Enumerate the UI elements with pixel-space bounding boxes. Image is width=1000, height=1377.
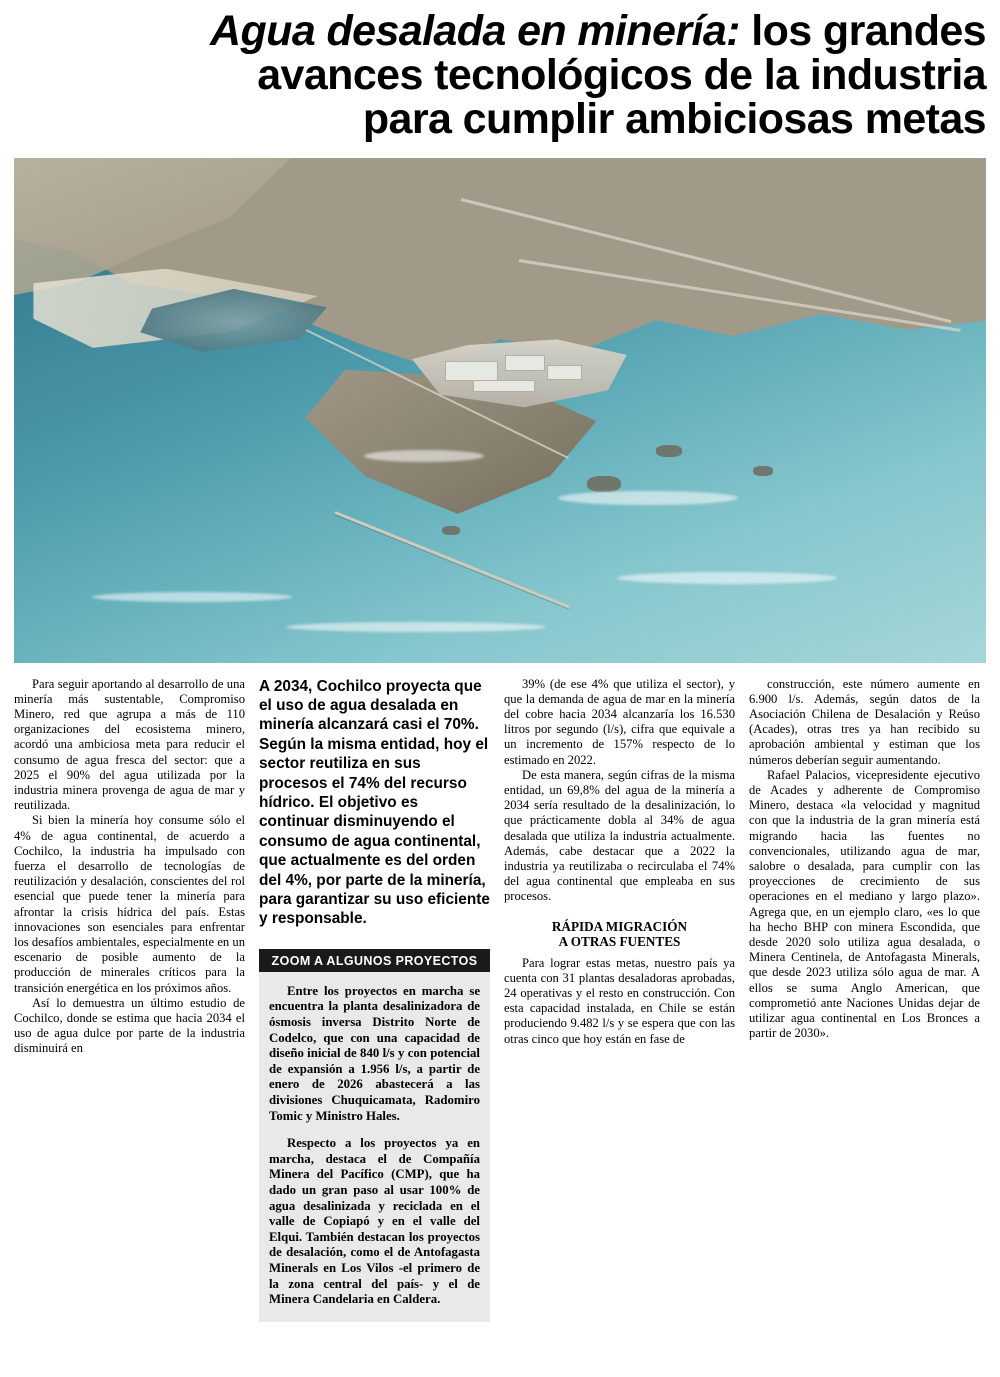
- paragraph: Respecto a los proyectos ya en marcha, destaca el de Compañía Minera del Pacífico (CMP), que ha dado un gran paso al usar 100% de agua desalinizada y reciclada en el valle de Copiapó y en el valle del Elqui. También destacan los proyectos de desalación, como el de Antofagasta Minerals en Los Vilos -el primero de la zona central del país- y el de Minera Candelaria en Caldera.: [269, 1136, 480, 1307]
- photo-illustration: [14, 158, 986, 663]
- paragraph: construcción, este número aumente en 6.900 l/s. Además, según datos de la Asociación Chilena de Desalación y Reúso (Acades), otras tres ya han recibido su aprobación ambiental y estiman que los números deberían seguir aumentando.: [749, 676, 980, 767]
- section-subhead: [504, 919, 735, 950]
- surf-2: [558, 491, 738, 505]
- lead-paragraph: A 2034, Cochilco proyecta que el uso de agua desalada en minería alcanzará casi el 70%. Según la misma entidad, hoy el sector reutiliza en sus procesos el 74% del recurso hídrico. El objetivo es continuar disminuyendo el consumo de agua continental, que actualmente es del orden del 4%, por parte de la minería, para garantizar su uso eficiente y responsable.: [259, 677, 490, 928]
- surf-3: [92, 592, 292, 602]
- paragraph: Rafael Palacios, vicepresidente ejecutivo de Acades y adherente de Compromiso Minero, destaca «la velocidad y magnitud con que la industria de la gran minería está migrando hacia las fuentes no convencionales, utilizando agua de mar, salobre o desalada, para cumplir con las proyecciones de crecimiento de sus operaciones en el mediano y largo plazo». Agrega que, en un ejemplo claro, «es lo que ha hecho BHP con minera Escondida, que desde 2020 solo utiliza agua desalada, o Minera Centinela, de Antofagasta Minerals, que desde 2023 utiliza sólo agua de mar. A ellos se suma Anglo American, que comprometió ante Naciones Unidas dejar de utilizar agua continental en Los Bronces a partir de 2030».: [749, 767, 980, 1041]
- paragraph: De esta manera, según cifras de la misma entidad, un 69,8% del agua de la minería a 2034 sería resultado de la desalinización, lo que prácticamente dobla al 34% de agua desalada que utiliza la industria actualmente. Además, cabe destacar que a 2022 la industria ya reutilizaba o recirculaba el 74% del agua continental que empleaba en sus procesos.: [504, 767, 735, 904]
- paragraph: 39% (de ese 4% que utiliza el sector), y que la demanda de agua de mar en la minería del cobre hacia 2034 alcanzaría los 16.530 litros por segundo (l/s), cifra que equivale a un incremento de 157% respecto de lo estimado en 2022.: [504, 676, 735, 767]
- rock-3: [753, 466, 773, 476]
- column-4: [749, 677, 980, 1322]
- paragraph: Para seguir aportando al desarrollo de una minería más sustentable, Compromiso Minero, red que agrupa a más de 110 organizaciones del ecosistema minero, acordó una ambiciosa meta para reducir el consumo de agua fresca del sector: que a 2025 el 90% del agua utilizada por la industria minera provenga de agua de mar y reutilizada.: [14, 676, 245, 813]
- headline-emphasis: Agua desalada en minería:: [210, 7, 740, 55]
- article-photo: [14, 158, 986, 663]
- column-3: [504, 677, 735, 1322]
- rock-1: [587, 476, 621, 492]
- article-columns: [14, 677, 986, 1322]
- paragraph: Entre los proyectos en marcha se encuentra la planta desalinizadora de ósmosis inversa Distrito Norte de Codelco, que con una capacidad de diseño inicial de 840 l/s y con potencial de expansión a 1.956 l/s, a partir de enero de 2026 abastecerá a las divisiones Chuquicamata, Radomiro Tomic y Ministro Hales.: [269, 983, 480, 1123]
- subhead-line-2: A OTRAS FUENTES: [558, 934, 681, 950]
- surf-5: [617, 572, 837, 584]
- zoom-section-header: ZOOM A ALGUNOS PROYECTOS: [259, 949, 490, 972]
- column-2: [259, 677, 490, 1322]
- rock-4: [442, 526, 460, 535]
- paragraph: Si bien la minería hoy consume sólo el 4% de agua continental, de acuerdo a Cochilco, la industria ha impulsado con fuerza el desarrollo de tecnologías de reutilización y desalación, conscientes del rol esencial que puede tener la minería para afrontar la crisis hídrica del país. Estas innovaciones son esenciales para enfrentar los desafíos ambientales, especialmente en un escenario de posible aumento de la producción de minerales críticos para la transición energética en los próximos años.: [14, 813, 245, 995]
- zoom-section-body: [259, 972, 490, 1322]
- headline-line-2: avances tecnológicos de la industria: [257, 50, 986, 99]
- rock-2: [656, 445, 682, 457]
- column-1: [14, 677, 245, 1322]
- subhead-line-1: RÁPIDA MIGRACIÓN: [551, 918, 688, 934]
- paragraph: Para lograr estas metas, nuestro país ya cuenta con 31 plantas desaladoras aprobadas, 24 operativas y el resto en construcción. Con esta capacidad instalada, en Chile se están produciendo 9.482 l/s y se espera que con las otras cinco que hoy están en fase de: [504, 955, 735, 1046]
- paragraph: Así lo demuestra un último estudio de Cochilco, donde se estima que hacia 2034 el uso de agua dulce por parte de la industria disminuirá en: [14, 995, 245, 1056]
- headline-line-3: para cumplir ambiciosas metas: [362, 94, 986, 143]
- page-title: [0, 0, 1000, 148]
- headline-line-1-rest: los grandes: [739, 7, 986, 55]
- headline-line-1: [14, 7, 986, 55]
